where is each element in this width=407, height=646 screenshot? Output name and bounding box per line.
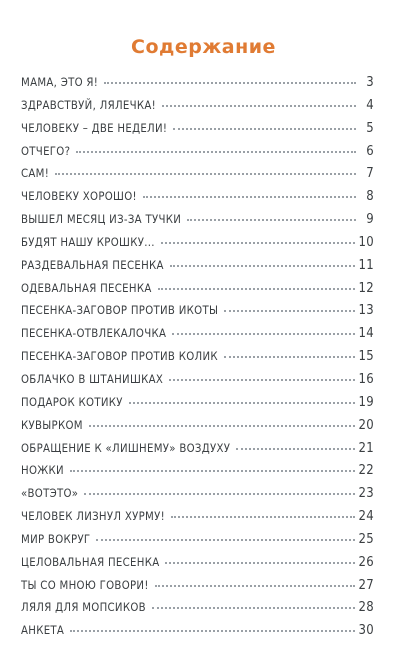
toc-entry-title: РАЗДЕВАЛЬНАЯ ПЕСЕНКА [21, 258, 164, 272]
dot-leader [187, 219, 356, 221]
toc-row [21, 395, 374, 418]
toc-row [21, 418, 374, 441]
toc-entry-title: КУВЫРКОМ [21, 418, 83, 432]
toc-row [21, 463, 374, 486]
toc-entry-title: ЗДРАВСТВУЙ, ЛЯЛЕЧКА! [21, 98, 157, 112]
toc-page-number: 24 [358, 509, 374, 525]
toc-entry-title: ОДЕВАЛЬНАЯ ПЕСЕНКА [21, 281, 152, 295]
toc-entry-title: АНКЕТА [21, 624, 65, 638]
dot-leader [55, 173, 356, 175]
toc-entry-title: ТЫ СО МНОЮ ГОВОРИ! [21, 578, 149, 592]
dot-leader [96, 539, 354, 541]
toc-page-number: 19 [358, 394, 374, 410]
toc-row [21, 212, 374, 235]
toc-entry-title: МИР ВОКРУГ [21, 532, 91, 546]
dot-leader [104, 82, 356, 84]
toc-entry-title: ПЕСЕНКА-ЗАГОВОР ПРОТИВ ИКОТЫ [21, 304, 219, 318]
dot-leader [143, 196, 356, 198]
toc-entry-title: САМ! [21, 167, 50, 181]
toc-page-number: 16 [358, 371, 374, 387]
dot-leader [129, 402, 355, 404]
toc-page-number: 21 [358, 440, 374, 456]
toc-entry-title: МАМА, ЭТО Я! [21, 76, 99, 89]
toc-row [21, 303, 374, 326]
toc-row [21, 258, 374, 281]
toc-row [21, 372, 374, 395]
dot-leader [224, 356, 355, 358]
dot-leader [172, 333, 354, 335]
toc-entry-title: ЦЕЛОВАЛЬНАЯ ПЕСЕНКА [21, 555, 160, 569]
toc-page-number: 6 [366, 143, 374, 159]
toc-entry-title: ПОДАРОК КОТИКУ [21, 395, 123, 409]
dot-leader [161, 242, 355, 244]
dot-leader [84, 493, 354, 495]
toc-page-number: 28 [358, 600, 374, 616]
dot-leader [236, 448, 354, 450]
toc-entry-title: ЛЯЛЯ ДЛЯ МОПСИКОВ [21, 601, 146, 615]
dot-leader [76, 151, 356, 153]
dot-leader [89, 425, 355, 427]
dot-leader [70, 630, 354, 632]
toc-row [21, 532, 374, 555]
toc-row [21, 98, 374, 121]
dot-leader [155, 585, 355, 587]
toc-page-number: 10 [358, 234, 374, 250]
toc-row [21, 555, 374, 578]
toc-row [21, 281, 374, 304]
toc-row [21, 623, 374, 646]
dot-leader [70, 470, 355, 472]
toc-row [21, 600, 374, 623]
toc-entry-title: ЧЕЛОВЕКУ – ДВЕ НЕДЕЛИ! [21, 121, 168, 135]
toc-entry-title: ПЕСЕНКА-ОТВЛЕКАЛОЧКА [21, 327, 167, 341]
toc-page-number: 3 [366, 75, 374, 90]
toc-page-number: 9 [366, 212, 374, 228]
toc-page-number: 4 [366, 97, 374, 113]
toc-page-number: 15 [358, 349, 374, 365]
toc-page-number: 20 [358, 417, 374, 433]
toc-row [21, 235, 374, 258]
toc-page-number: 27 [358, 577, 374, 593]
toc-page-number: 14 [358, 326, 374, 342]
toc-page-number: 8 [366, 189, 374, 205]
toc-entry-title: «ВОТЭТО» [21, 487, 79, 501]
toc-entry-title: ЧЕЛОВЕК ЛИЗНУЛ ХУРМУ! [21, 510, 165, 524]
toc-page-number: 22 [358, 463, 374, 479]
toc-entry-title: ОБРАЩЕНИЕ К «ЛИШНЕМУ» ВОЗДУХУ [21, 441, 231, 455]
toc-page-number: 30 [358, 623, 374, 639]
toc-page-number: 12 [358, 280, 374, 296]
toc-entry-title: ОТЧЕГО? [21, 144, 71, 158]
toc-page-number: 23 [358, 486, 374, 502]
toc-page-number: 11 [358, 257, 374, 273]
toc-row [21, 144, 374, 167]
dot-leader [171, 516, 355, 518]
dot-leader [170, 265, 355, 267]
toc-row [21, 189, 374, 212]
toc-entry-title: ПЕСЕНКА-ЗАГОВОР ПРОТИВ КОЛИК [21, 350, 218, 364]
toc-row [21, 578, 374, 601]
toc-page-number: 13 [358, 303, 374, 319]
dot-leader [173, 128, 356, 130]
toc-entry-title: НОЖКИ [21, 464, 64, 478]
toc-row [21, 349, 374, 372]
toc-row [21, 509, 374, 532]
toc-row [21, 486, 374, 509]
toc-row [21, 441, 374, 464]
table-of-contents [21, 75, 374, 646]
toc-entry-title: БУДЯТ НАШУ КРОШКУ... [21, 235, 155, 249]
toc-row [21, 166, 374, 189]
toc-page-number: 7 [366, 166, 374, 182]
page-title: Содержание [131, 36, 276, 58]
toc-row [21, 75, 374, 98]
dot-leader [169, 379, 354, 381]
dot-leader [165, 562, 354, 564]
dot-leader [152, 607, 355, 609]
toc-page-number: 26 [358, 554, 374, 570]
toc-entry-title: ВЫШЕЛ МЕСЯЦ ИЗ-ЗА ТУЧКИ [21, 213, 182, 227]
dot-leader [162, 105, 356, 107]
dot-leader [224, 310, 354, 312]
toc-row [21, 326, 374, 349]
toc-page-number: 5 [366, 120, 374, 136]
toc-entry-title: ЧЕЛОВЕКУ ХОРОШО! [21, 190, 137, 204]
toc-page-number: 25 [358, 531, 374, 547]
toc-entry-title: ОБЛАЧКО В ШТАНИШКАХ [21, 372, 164, 386]
dot-leader [158, 288, 355, 290]
toc-row [21, 121, 374, 144]
